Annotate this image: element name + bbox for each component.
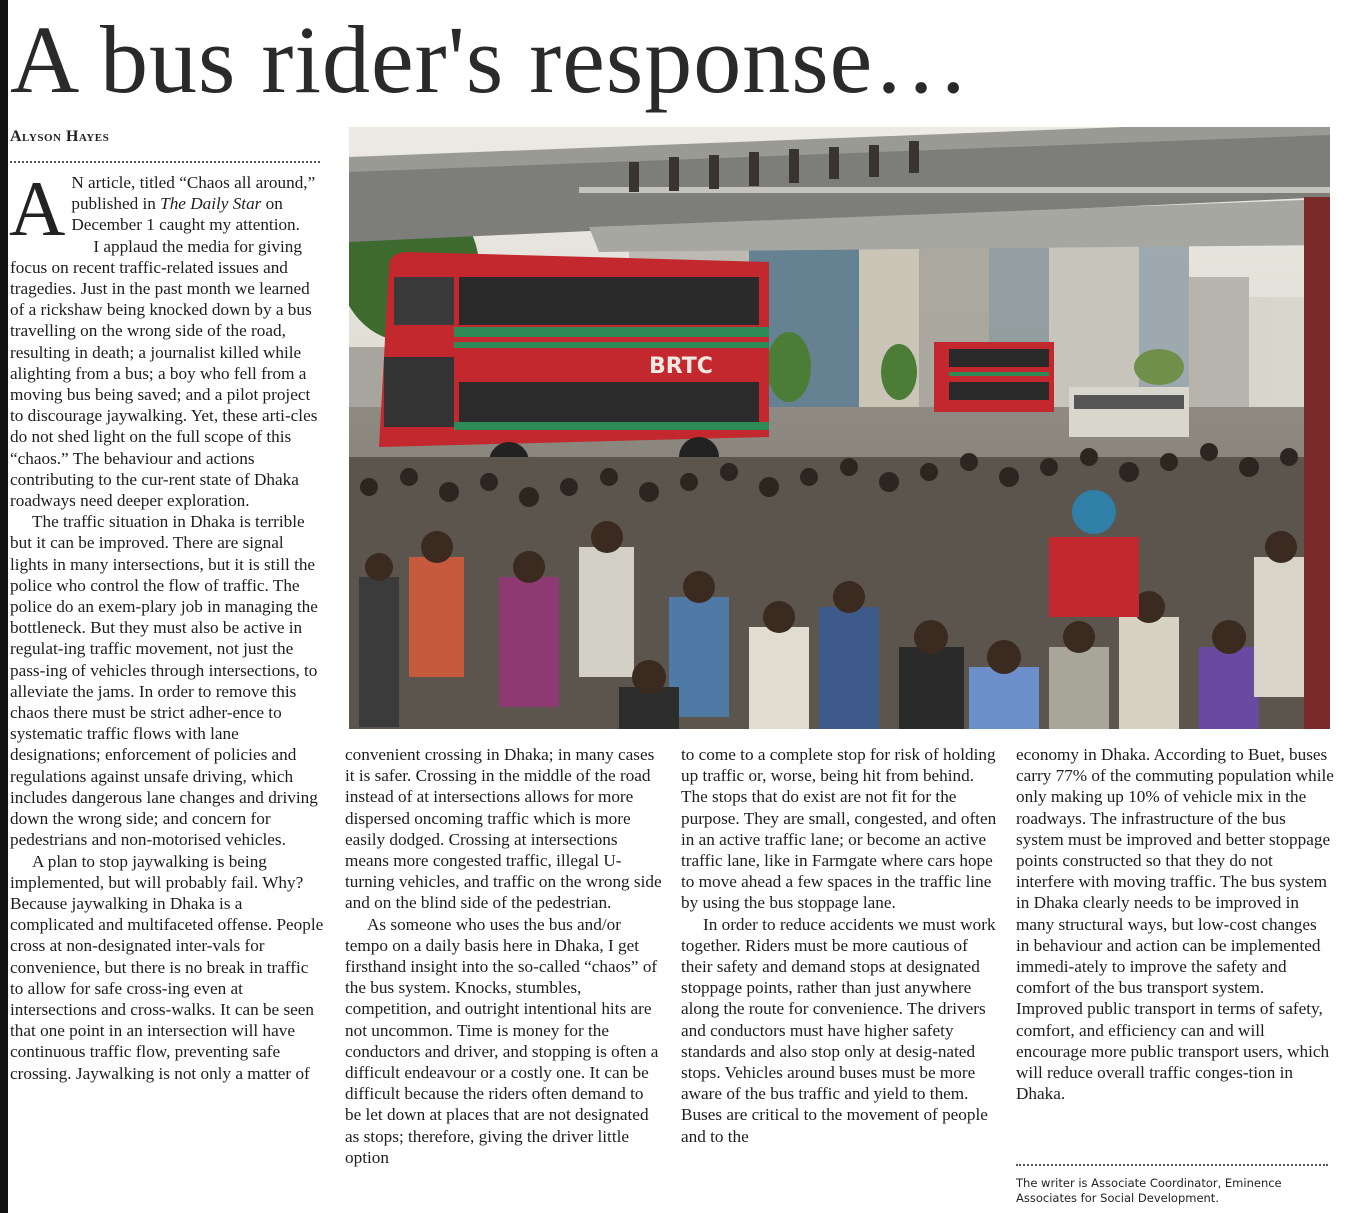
article-column-1	[9, 165, 324, 1084]
author-note-divider	[1016, 1164, 1328, 1166]
byline-divider	[10, 161, 320, 163]
p1-text-a: N article, titled “Chaos all around,” published in	[71, 173, 316, 214]
paragraph-3: The traffic situation in Dhaka is terrible but it can be improved. There are signal lights in many intersections, but it is still the police who control the flow of traffic. The police do an exem-plary job in managing the bottleneck. But they must also be active in regulat-ing traffic movement, not just the pass-ing of vehicles through intersections, to alleviate the jams. In order to remove this chaos there must be strict adher-ence to systematic traffic flows with lane designations; enforcement of policies and regulations against unsafe driving, which includes dangerous lane changes and driving down the wrong side; and concern for pedestrians and non-motorised vehicles.	[10, 512, 318, 850]
byline: Alyson Hayes	[10, 128, 110, 145]
paragraph-4: A plan to stop jaywalking is being implemented, but will probably fail. Why? Because jaywalking in Dhaka is a complicated and multifaceted offense. People cross at non-designated inter-vals for convenience, but there is no break in traffic to allow for safe cross-ing even at intersections and cross-walks. It can be seen that one point in an intersection will have continuous traffic flow, preventing safe crossing. Jaywalking is not only a matter of	[10, 851, 324, 1083]
news-photo-bus-crowd	[349, 127, 1330, 729]
article-column-4	[1016, 744, 1334, 1104]
crowd	[349, 443, 1330, 729]
col4-paragraph-1: economy in Dhaka. According to Buet, buses carry 77% of the commuting population while only making up 10% of vehicle mix in the roadways. The infrastructure of the bus system must be improved and better stoppage points constructed so that they do not interfere with moving traffic. The bus system in Dhaka clearly needs to be improved in many structural ways, but low-cost changes in behaviour and action can be implemented immedi-ately to improve the safety and comfort of the bus transport system. Improved public transport in terms of safety, comfort, and efficiency can and will encourage more public transport users, which will reduce overall traffic conges-tion in Dhaka.	[1016, 745, 1334, 1104]
col3-paragraph-1: to come to a complete stop for risk of holding up traffic or, worse, being hit from behind. The stops that do exist are not fit for the purpose. They are small, congested, and often in an active traffic lane; or become an active traffic lane, like in Farmgate where cars hope to move ahead a few spaces in the traffic line by using the bus stoppage lane.	[681, 745, 997, 913]
left-margin-bar	[0, 0, 8, 1213]
bus-brtc-label: BRTC	[649, 354, 713, 379]
article-column-2	[345, 744, 663, 1168]
publication-name: The Daily Star	[160, 194, 262, 214]
paragraph-1	[9, 165, 324, 252]
col3-paragraph-2: In order to reduce accidents we must work together. Riders must be more cautious of their safety and demand stops at designated stoppage points, rather than just anywhere along the route for convenience. The drivers and conductors must have higher safety standards and also stop only at desig-nated stops. Vehicles around buses must be more aware of the bus traffic and yield to them. Buses are critical to the movement of people and to the	[681, 914, 996, 1146]
col2-paragraph-2: As someone who uses the bus and/or tempo on a daily basis here in Dhaka, I get firsthand insight into the so-called “chaos” of the bus system. Knocks, stumbles, competition, and outright intentional hits are not uncommon. Time is money for the conductors and driver, and stopping is often a difficult endeavour or a costly one. It can be difficult because the riders often demand to be let down at places that are not designated as stops; therefore, giving the driver little option	[345, 914, 659, 1167]
paragraph-2: I applaud the media for giving focus on recent traffic-related issues and tragedies. Just in the past month we learned of a rickshaw being knocked down by a bus travelling on the wrong side of the road, resulting in death; a journalist killed while alighting from a bus; a boy who fell from a moving bus being saved; and a pilot project to discourage jaywalking. Yet, these arti-cles do not shed light on the full scope of this “chaos.” The behaviour and actions contributing to the cur-rent state of Dhaka roadways need deeper exploration.	[10, 236, 318, 511]
p1-text-b: on December 1 caught my attention.	[71, 194, 300, 235]
article-column-3	[681, 744, 999, 1147]
drop-cap: A	[9, 165, 66, 252]
author-note: The writer is Associate Coordinator, Eminence Associates for Social Development.	[1016, 1176, 1282, 1205]
headline: A bus rider's response…	[10, 6, 971, 113]
col2-paragraph-1: convenient crossing in Dhaka; in many cases it is safer. Crossing in the middle of the road instead of at intersections allows for more dispersed oncoming traffic which is more easily dodged. Crossing at intersections means more congested traffic, illegal U-turning vehicles, and traffic on the wrong side and on the blind side of the pedestrian.	[345, 745, 662, 913]
